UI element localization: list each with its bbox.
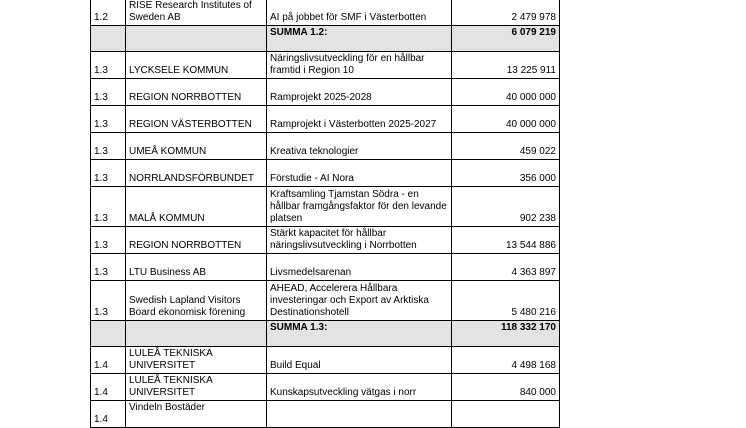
summa-amount: 6 079 219 [452,26,560,52]
table-row [91,79,560,106]
section-cell: 1.4 [91,401,126,428]
organisation-cell: RISE Research Institutes of Sweden AB [126,0,267,26]
summary-row [91,321,560,347]
section-cell: 1.4 [91,374,126,401]
summa-label: SUMMA 1.3: [267,321,452,347]
project-cell: AHEAD, Accelerera Hållbara investeringar och Export av Arktiska Destinationshotell [267,281,452,321]
project-cell: Kraftsamling Tjamstan Södra - en hållbar framgångsfaktor för den levande platsen [267,187,452,227]
summary-row [91,26,560,52]
organisation-cell [126,26,267,52]
amount-cell: 4 363 897 [452,254,560,281]
section-cell: 1.3 [91,133,126,160]
amount-cell: 840 000 [452,374,560,401]
table-row [91,374,560,401]
amount-cell: 40 000 000 [452,79,560,106]
section-cell: 1.3 [91,79,126,106]
project-cell: Kreativa teknologier [267,133,452,160]
project-cell: Livsmedelsarenan [267,254,452,281]
table-row [91,254,560,281]
summa-label: SUMMA 1.2: [267,26,452,52]
organisation-cell [126,321,267,347]
organisation-cell: LYCKSELE KOMMUN [126,52,267,79]
section-cell: 1.3 [91,187,126,227]
funding-table [90,0,560,428]
amount-cell: 40 000 000 [452,106,560,133]
organisation-cell: REGION NORRBOTTEN [126,227,267,254]
organisation-cell: NORRLANDSFÖRBUNDET [126,160,267,187]
summa-amount: 118 332 170 [452,321,560,347]
project-cell: Stärkt kapacitet för hållbar näringslivsutveckling i Norrbotten [267,227,452,254]
section-cell: 1.3 [91,106,126,133]
project-cell: Build Equal [267,347,452,374]
organisation-cell: REGION NORRBOTTEN [126,79,267,106]
section-cell [91,26,126,52]
section-cell: 1.2 [91,0,126,26]
organisation-cell: LTU Business AB [126,254,267,281]
amount-cell: 356 000 [452,160,560,187]
table-row [91,187,560,227]
project-cell: AI på jobbet för SMF i Västerbotten [267,0,452,26]
project-cell: Förstudie - AI Nora [267,160,452,187]
amount-cell: 2 479 978 [452,0,560,26]
organisation-cell: MALÅ KOMMUN [126,187,267,227]
section-cell: 1.3 [91,281,126,321]
amount-cell: 13 225 911 [452,52,560,79]
table-row [91,133,560,160]
table-row [91,160,560,187]
section-cell [91,321,126,347]
organisation-cell: Swedish Lapland Visitors Board ekonomisk förening [126,281,267,321]
project-cell [267,401,452,428]
table-row [91,52,560,79]
table-row [91,401,560,428]
organisation-cell: LULEÅ TEKNISKA UNIVERSITET [126,374,267,401]
section-cell: 1.3 [91,52,126,79]
organisation-cell: UMEÅ KOMMUN [126,133,267,160]
project-cell: Kunskapsutveckling vätgas i norr [267,374,452,401]
amount-cell: 459 022 [452,133,560,160]
section-cell: 1.3 [91,254,126,281]
table-row [91,0,560,26]
amount-cell: 4 498 168 [452,347,560,374]
table-row [91,347,560,374]
organisation-cell: LULEÅ TEKNISKA UNIVERSITET [126,347,267,374]
amount-cell: 902 238 [452,187,560,227]
organisation-cell: Vindeln Bostäder [126,401,267,428]
organisation-cell: REGION VÄSTERBOTTEN [126,106,267,133]
amount-cell: 5 480 216 [452,281,560,321]
table-row [91,281,560,321]
table-row [91,106,560,133]
project-cell: Ramprojekt 2025-2028 [267,79,452,106]
amount-cell: 13 544 886 [452,227,560,254]
table-row [91,227,560,254]
section-cell: 1.3 [91,227,126,254]
section-cell: 1.3 [91,160,126,187]
section-cell: 1.4 [91,347,126,374]
project-cell: Näringslivsutveckling för en hållbar framtid i Region 10 [267,52,452,79]
project-cell: Ramprojekt i Västerbotten 2025-2027 [267,106,452,133]
amount-cell [452,401,560,428]
